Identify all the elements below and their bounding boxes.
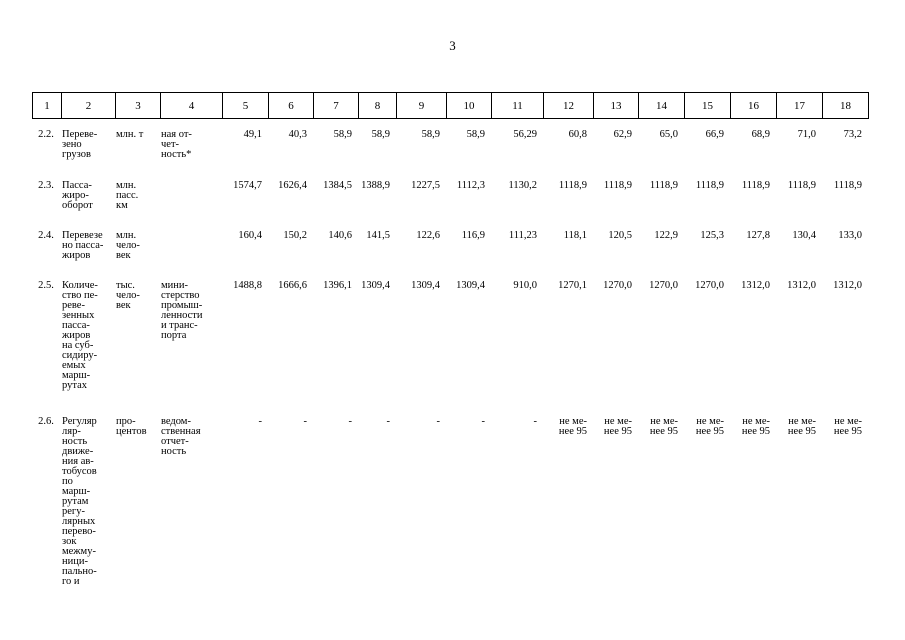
value-cell: -: [436, 416, 440, 427]
header-cell-2: 2: [61, 93, 115, 118]
value-cell: 150,2: [283, 230, 307, 241]
header-cell-17: 17: [776, 93, 822, 118]
table-row: [32, 281, 867, 391]
table-row: [32, 417, 867, 587]
value-cell: 140,6: [328, 230, 352, 241]
value-cell: 68,9: [751, 129, 770, 140]
header-cell-8: 8: [358, 93, 396, 118]
indicator-name: Регуляр ляр- ность движе- ния ав- тобусов по марш- рутам регу- лярных перево- зок межму- ници- пально- го и: [62, 416, 97, 587]
indicator-name: Перевезе но пасса- жиров: [62, 230, 104, 261]
row-number: 2.5.: [38, 280, 54, 291]
header-cell-13: 13: [593, 93, 638, 118]
value-cell: 116,9: [461, 230, 485, 241]
value-cell: 1118,9: [558, 180, 587, 191]
value-cell: 1312,0: [787, 280, 816, 291]
value-cell: -: [386, 416, 390, 427]
value-cell: 1309,4: [361, 280, 390, 291]
unit-of-measure: млн. пасс. км: [116, 180, 139, 211]
value-cell: не ме- нее 95: [787, 416, 816, 437]
value-cell: 58,9: [466, 129, 485, 140]
value-cell: 1384,5: [323, 180, 352, 191]
value-cell: 58,9: [421, 129, 440, 140]
value-cell: 65,0: [659, 129, 678, 140]
value-cell: 160,4: [238, 230, 262, 241]
data-source: [159, 231, 221, 261]
header-cell-5: 5: [222, 93, 268, 118]
page-number: 3: [449, 38, 456, 53]
value-cell: 1309,4: [411, 280, 440, 291]
value-cell: 1396,1: [323, 280, 352, 291]
value-cell: 60,8: [568, 129, 587, 140]
value-cell: 122,6: [416, 230, 440, 241]
value-cell: -: [258, 416, 262, 427]
row-number: 2.4.: [38, 230, 54, 241]
value-cell: 127,8: [746, 230, 770, 241]
value-cell: 130,4: [792, 230, 816, 241]
value-cell: -: [303, 416, 307, 427]
unit-of-measure: млн. т: [116, 129, 144, 140]
header-cell-9: 9: [396, 93, 446, 118]
table-row: [32, 181, 867, 211]
header-cell-10: 10: [446, 93, 491, 118]
value-cell: 910,0: [513, 280, 537, 291]
row-number: 2.6.: [38, 416, 54, 427]
unit-of-measure: млн. чело- век: [116, 230, 140, 261]
value-cell: 1270,0: [649, 280, 678, 291]
value-cell: 1488,8: [233, 280, 262, 291]
value-cell: 133,0: [838, 230, 862, 241]
value-cell: -: [348, 416, 352, 427]
value-cell: 1270,0: [695, 280, 724, 291]
value-cell: 40,3: [288, 129, 307, 140]
value-cell: 118,1: [563, 230, 587, 241]
value-cell: 1312,0: [741, 280, 770, 291]
header-cell-6: 6: [268, 93, 313, 118]
header-cell-16: 16: [730, 93, 776, 118]
data-source: мини- стерство промыш- ленности и транс- порта: [161, 280, 203, 341]
value-cell: 49,1: [243, 129, 262, 140]
row-number: 2.2.: [38, 129, 54, 140]
value-cell: 120,5: [608, 230, 632, 241]
value-cell: 141,5: [366, 230, 390, 241]
value-cell: 1388,9: [361, 180, 390, 191]
value-cell: 111,23: [508, 230, 537, 241]
data-source: [159, 181, 221, 211]
indicator-name: Количе- ство пе- реве- зенных пасса- жиров на суб- сидиру- емых марш- рутах: [62, 280, 98, 391]
value-cell: 56,29: [513, 129, 537, 140]
value-cell: 1130,2: [508, 180, 537, 191]
value-cell: 1312,0: [833, 280, 862, 291]
header-cell-11: 11: [491, 93, 543, 118]
value-cell: 62,9: [613, 129, 632, 140]
header-cell-1: 1: [44, 99, 50, 112]
header-cell-12: 12: [543, 93, 593, 118]
value-cell: 71,0: [797, 129, 816, 140]
data-source: ведом- ственная отчет- ность: [161, 416, 201, 457]
value-cell: 122,9: [654, 230, 678, 241]
value-cell: 1309,4: [456, 280, 485, 291]
unit-of-measure: про- центов: [116, 416, 147, 437]
value-cell: 1112,3: [456, 180, 485, 191]
value-cell: не ме- нее 95: [695, 416, 724, 437]
value-cell: 1118,9: [787, 180, 816, 191]
header-cell-18: 18: [822, 93, 868, 118]
data-source: ная от- чет- ность*: [161, 129, 192, 160]
value-cell: не ме- нее 95: [558, 416, 587, 437]
value-cell: 66,9: [705, 129, 724, 140]
table-header: [32, 92, 869, 119]
value-cell: -: [481, 416, 485, 427]
value-cell: 73,2: [843, 129, 862, 140]
unit-of-measure: тыс. чело- век: [116, 280, 140, 311]
header-cell-4: 4: [160, 93, 222, 118]
value-cell: 1270,1: [558, 280, 587, 291]
value-cell: не ме- нее 95: [741, 416, 770, 437]
value-cell: 1270,0: [603, 280, 632, 291]
indicator-name: Пасса- жиро- оборот: [62, 180, 93, 211]
value-cell: 58,9: [333, 129, 352, 140]
value-cell: не ме- нее 95: [649, 416, 678, 437]
row-number: 2.3.: [38, 180, 54, 191]
header-cell-7: 7: [313, 93, 358, 118]
value-cell: не ме- нее 95: [833, 416, 862, 437]
header-cell-15: 15: [684, 93, 730, 118]
value-cell: -: [533, 416, 537, 427]
value-cell: 1118,9: [603, 180, 632, 191]
value-cell: 125,3: [700, 230, 724, 241]
header-cell-14: 14: [638, 93, 684, 118]
indicator-name: Переве- зено грузов: [62, 129, 98, 160]
value-cell: 1118,9: [741, 180, 770, 191]
table-row: [32, 130, 867, 160]
value-cell: 1118,9: [833, 180, 862, 191]
table-row: [32, 231, 867, 261]
value-cell: 1118,9: [695, 180, 724, 191]
header-cell-3: 3: [115, 93, 160, 118]
value-cell: 1118,9: [649, 180, 678, 191]
value-cell: 1227,5: [411, 180, 440, 191]
value-cell: 1626,4: [278, 180, 307, 191]
value-cell: не ме- нее 95: [603, 416, 632, 437]
value-cell: 1666,6: [278, 280, 307, 291]
value-cell: 1574,7: [233, 180, 262, 191]
value-cell: 58,9: [371, 129, 390, 140]
